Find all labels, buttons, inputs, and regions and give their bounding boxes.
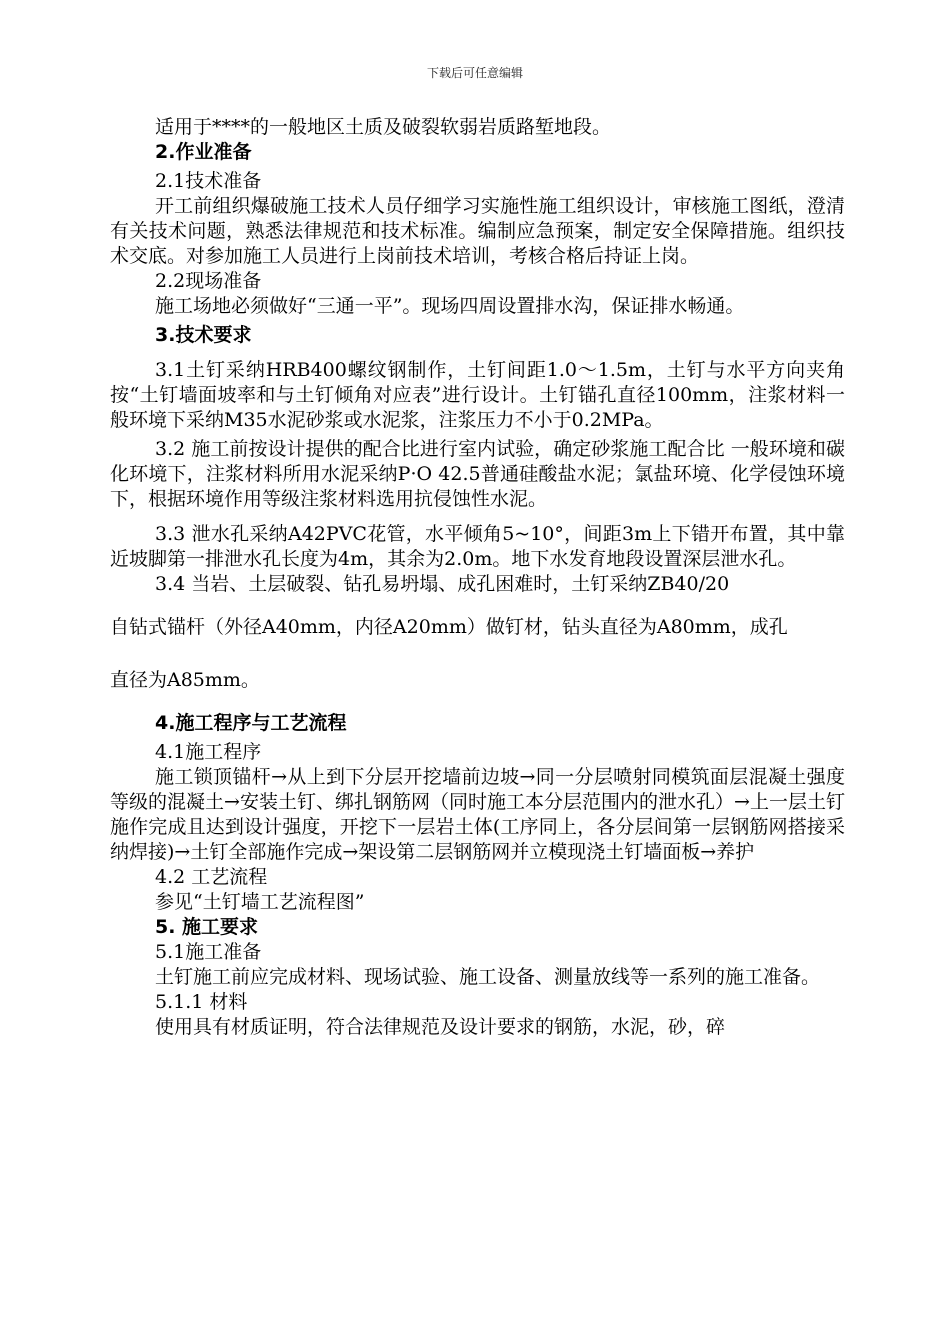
subsection-2-2: 2.2现场准备 [155,270,262,292]
paragraph-3-1: 3.1土钉采纳HRB400螺纹钢制作，土钉间距1.0～1.5m，土钉与水平方向夹角按“土钉墙面坡率和与土钉倾角对应表”进行设计。土钉锚孔直径100mm，注浆材料一般环境下采纳M35水泥砂浆或水泥浆，注浆压力不小于0.2MPa。 [110,359,845,431]
paragraph-3-2: 3.2 施工前按设计提供的配合比进行室内试验，确定砂浆施工配合比 一般环境和碳化环境下，注浆材料所用水泥采纳P·O 42.5普通硅酸盐水泥；氯盐环境、化学侵蚀环境下，根据环境作用等级注浆材料选用抗侵蚀性水泥。 [110,438,845,510]
paragraph-3-4-line3: 直径为A85mm。 [110,669,260,691]
paragraph-5-1-1: 使用具有材质证明，符合法律规范及设计要求的钢筋，水泥，砂，碎 [155,1016,726,1038]
subsection-2-1: 2.1技术准备 [155,170,262,192]
paragraph-2-2: 施工场地必须做好“三通一平”。现场四周设置排水沟，保证排水畅通。 [155,295,745,317]
subsection-5-1: 5.1施工准备 [155,941,262,963]
subsection-5-1-1: 5.1.1 材料 [155,991,248,1013]
subsection-4-1: 4.1施工程序 [155,741,262,763]
paragraph-3-4-line1: 3.4 当岩、土层破裂、钻孔易坍塌、成孔困难时，土钉采纳ZB40/20 [155,573,730,595]
paragraph-2-1: 开工前组织爆破施工技术人员仔细学习实施性施工组织设计，审核施工图纸，澄清有关技术问题，熟悉法律规范和技术标准。编制应急预案，制定安全保障措施。组织技术交底。对参加施工人员进行上岗前技术培训，考核合格后持证上岗。 [110,195,845,267]
header-note: 下载后可任意编辑 [426,66,523,80]
section-heading-5: 5. 施工要求 [155,916,259,938]
section-heading-2: 2.作业准备 [155,141,252,163]
paragraph-4-2: 参见“土钉墙工艺流程图” [155,891,365,913]
section-heading-3: 3.技术要求 [155,324,252,346]
paragraph-5-1: 土钉施工前应完成材料、现场试验、施工设备、测量放线等一系列的施工准备。 [155,966,821,988]
subsection-4-2: 4.2 工艺流程 [155,866,268,888]
paragraph-3-4-line2: 自钻式锚杆（外径A40mm，内径A20mm）做钉材，钻头直径为A80mm，成孔 [110,616,788,638]
document-body [110,115,845,1040]
intro-paragraph: 适用于****的一般地区土质及破裂软弱岩质路堑地段。 [155,116,612,138]
section-heading-4: 4.施工程序与工艺流程 [155,712,347,734]
paragraph-4-1: 施工锁顶锚杆→从上到下分层开挖墙前边坡→同一分层喷射同模筑面层混凝土强度等级的混凝土→安装土钉、绑扎钢筋网（同时施工本分层范围内的泄水孔）→上一层土钉施作完成且达到设计强度，开挖下一层岩土体(工序同上，各分层间第一层钢筋网搭接采纳焊接)→土钉全部施作完成→架设第二层钢筋网并立模现浇土钉墙面板→养护 [110,766,845,863]
paragraph-3-3: 3.3 泄水孔采纳A42PVC花管，水平倾角5~10°，间距3m上下错开布置，其中靠近坡脚第一排泄水孔长度为4m，其余为2.0m。地下水发育地段设置深层泄水孔。 [110,523,845,570]
